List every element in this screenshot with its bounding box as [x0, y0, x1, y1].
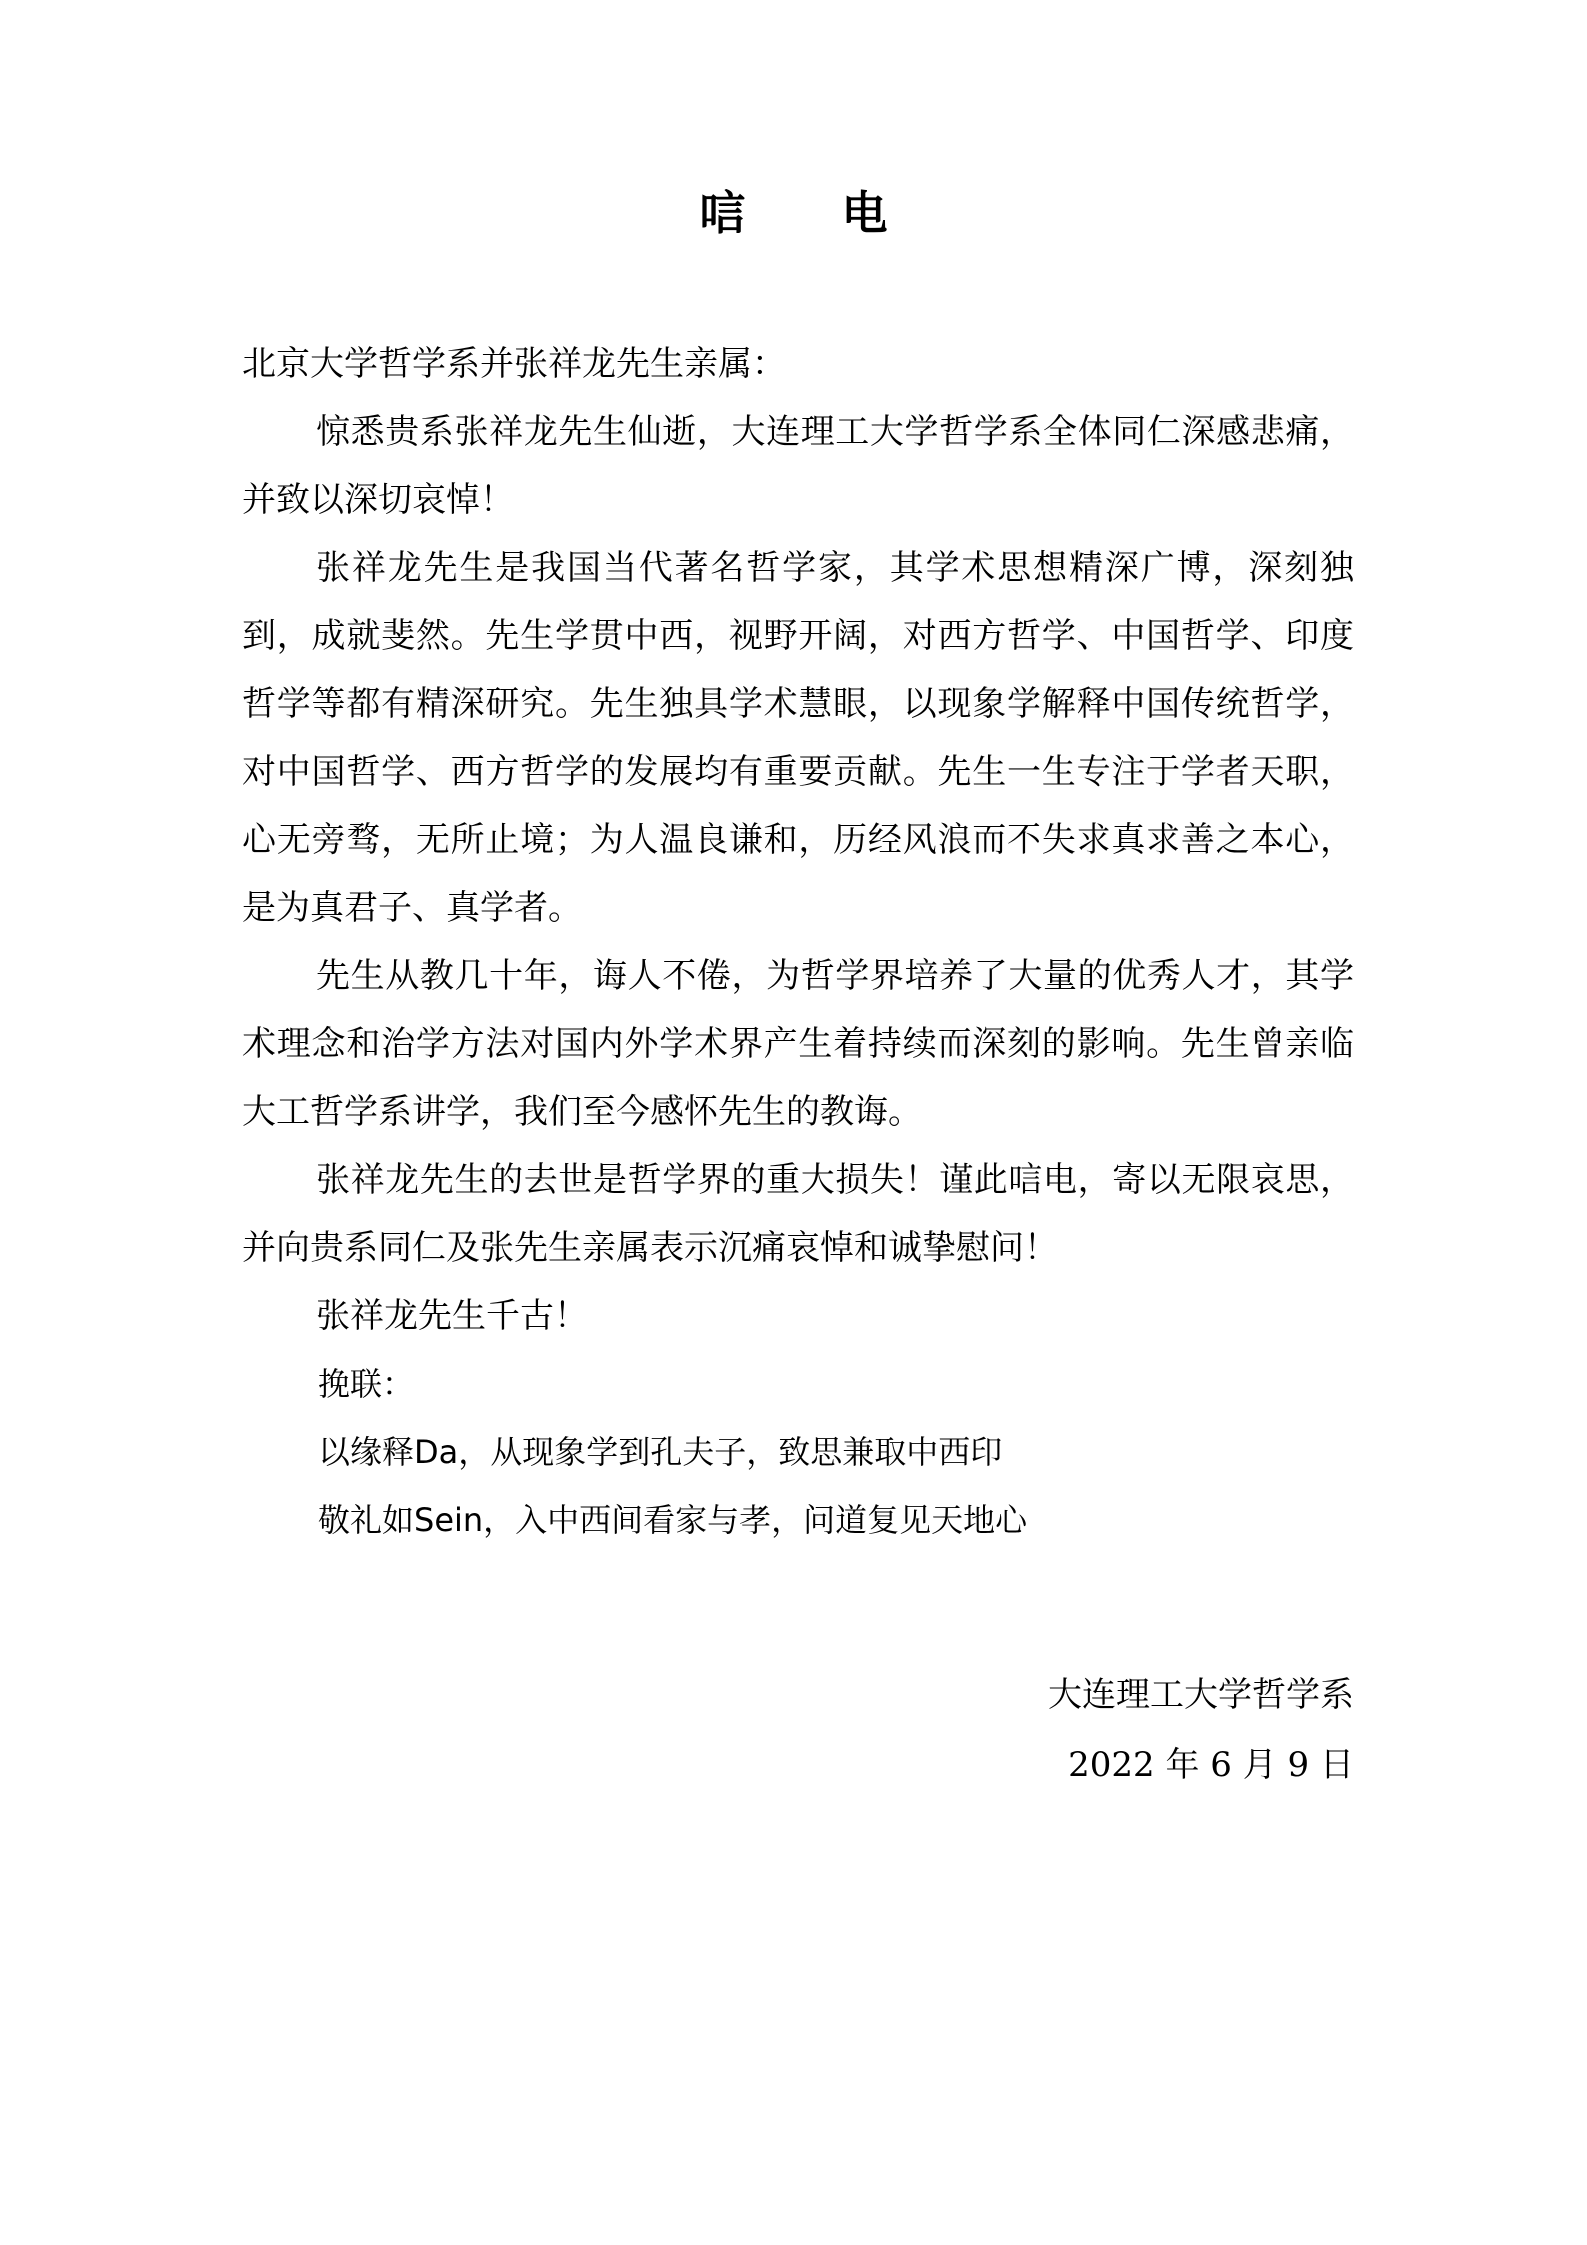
couplet-line-1: 以缘释Da，从现象学到孔夫子，致思兼取中西印 [318, 1433, 1003, 1471]
paragraph-teaching: 先生从教几十年，诲人不倦，为哲学界培养了大量的优秀人才，其学术理念和治学方法对国内外学术界产生着持续而深刻的影响。先生曾亲临大工哲学系讲学，我们至今感怀先生的教诲。 [242, 956, 1354, 1132]
signature-block [1048, 1660, 1354, 1800]
couplet-line-2: 敬礼如Sein，入中西间看家与孝，问道复见天地心 [318, 1501, 1028, 1539]
letter-body [242, 330, 1354, 1350]
paragraph-condolence: 惊悉贵系张祥龙先生仙逝，大连理工大学哲学系全体同仁深感悲痛，并致以深切哀悼！ [242, 412, 1354, 520]
paragraph-loss: 张祥龙先生的去世是哲学界的重大损失！谨此唁电，寄以无限哀思，并向贵系同仁及张先生亲属表示沉痛哀悼和诚挚慰问！ [242, 1160, 1354, 1268]
paragraph-scholarship: 张祥龙先生是我国当代著名哲学家，其学术思想精深广博，深刻独到，成就斐然。先生学贯中西，视野开阔，对西方哲学、中国哲学、印度哲学等都有精深研究。先生独具学术慧眼，以现象学解释中国传统哲学，对中国哲学、西方哲学的发展均有重要贡献。先生一生专注于学者天职，心无旁骛，无所止境；为人温良谦和，历经风浪而不失求真求善之本心，是为真君子、真学者。 [242, 548, 1354, 928]
couplet-label: 挽联： [318, 1365, 415, 1403]
document-title: 唁 电 [699, 186, 928, 240]
signature-organization: 大连理工大学哲学系 [1048, 1675, 1354, 1715]
signature-date: 2022 年 6 月 9 日 [1068, 1745, 1354, 1785]
salutation: 北京大学哲学系并张祥龙先生亲属： [242, 344, 786, 384]
elegiac-couplet [318, 1350, 1027, 1554]
paragraph-farewell: 张祥龙先生千古！ [316, 1296, 588, 1336]
